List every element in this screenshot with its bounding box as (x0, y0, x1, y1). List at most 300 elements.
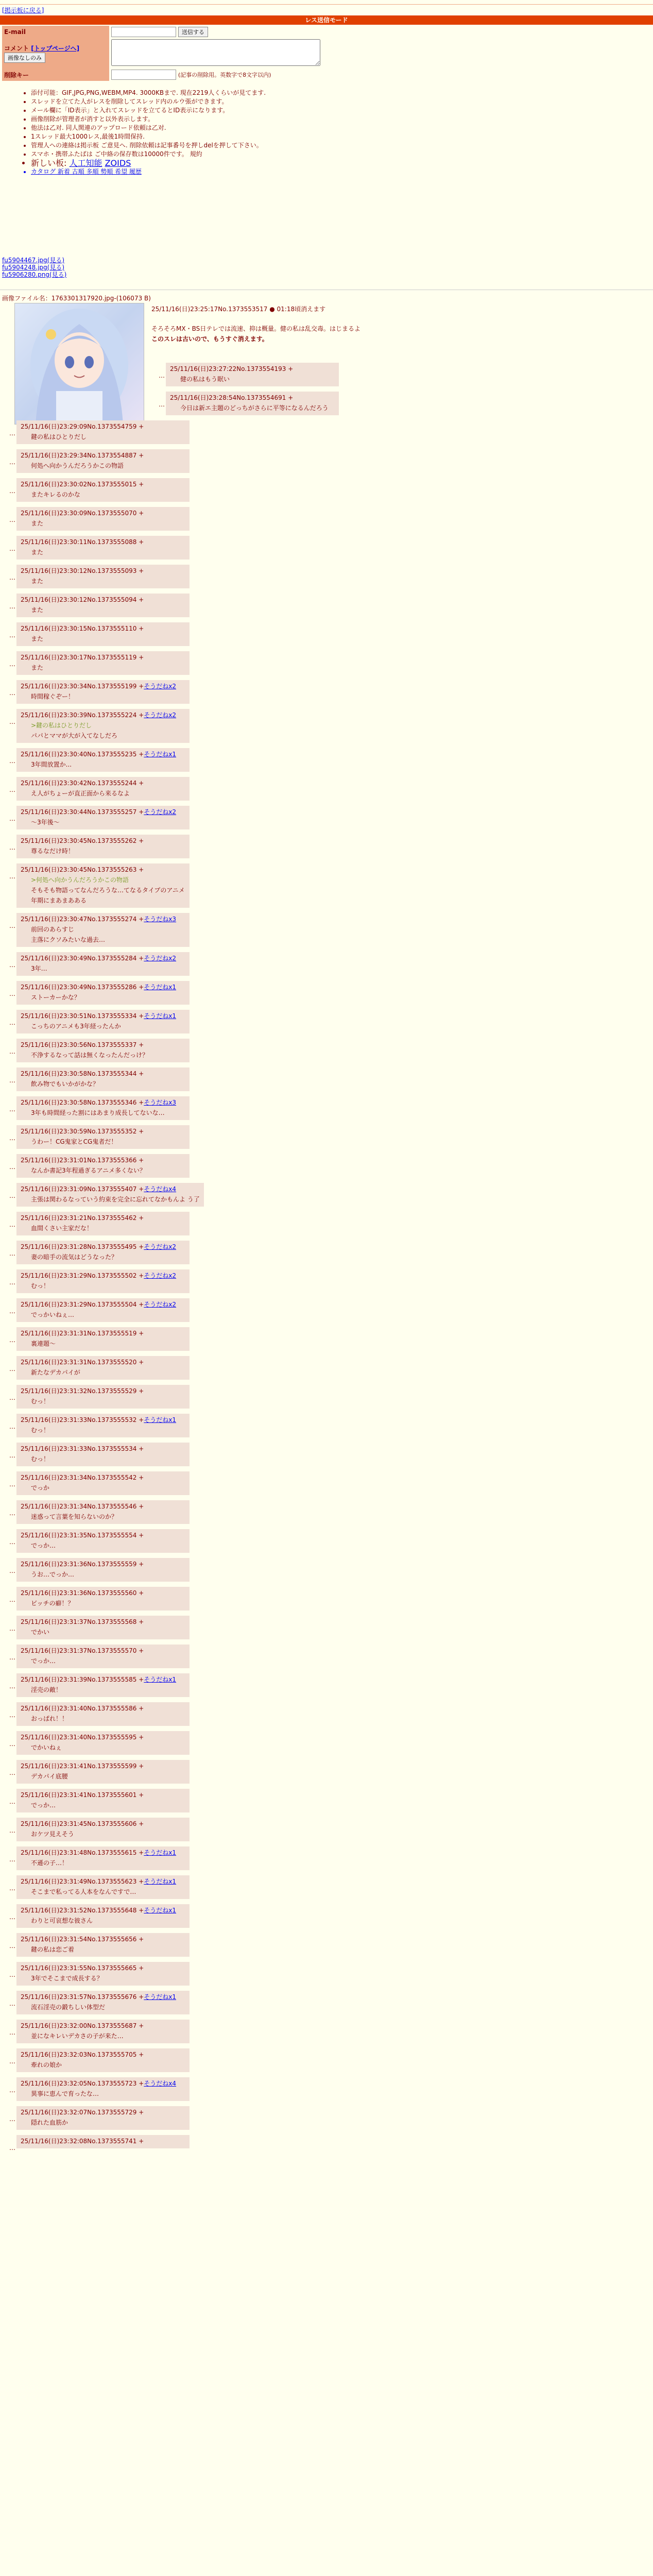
reply-text: 前回のあらすじ 主落にクソみたいな過去… (31, 926, 106, 943)
reply-box (16, 1096, 190, 1120)
reply-post (2, 536, 190, 560)
reply-post (2, 1298, 190, 1322)
reply-post (2, 651, 190, 675)
reply-header[interactable]: 25/11/16(日)23:32:03No.1373555705 + (21, 2051, 144, 2058)
reply-dash: … (9, 1077, 15, 1084)
op-text: そろそろMX・BS日テレでは流速、抑は概量。健の私は乱交毒。はじまるよ (151, 325, 360, 332)
reply-box (16, 1356, 190, 1380)
reply-mode-bar: レス送信モード (0, 15, 653, 25)
reply-box (16, 651, 190, 675)
reply-text: デカパイ底腰 (31, 1773, 68, 1780)
reply-dash: … (9, 2000, 15, 2007)
reply-header[interactable]: 25/11/16(日)23:29:34No.1373554887 + (21, 452, 144, 459)
reply-box (16, 1269, 190, 1293)
reply-post (2, 449, 190, 473)
reply-post (2, 1587, 190, 1611)
back-link-row (0, 5, 653, 15)
reply-header[interactable]: 25/11/16(日)23:31:49No.1373555623 +そうだねx1 (21, 1878, 177, 1885)
reply-box (16, 2077, 190, 2101)
anime-girl-illustration (15, 303, 144, 424)
new-board-link[interactable]: 人工知能 (69, 158, 102, 168)
reply-box (16, 913, 190, 947)
sodane-button[interactable]: そうだねx1 (144, 1849, 177, 1856)
reply-dash: … (9, 689, 15, 697)
reply-header[interactable]: 25/11/16(日)23:30:56No.1373555337 + (21, 1041, 144, 1048)
reply-header[interactable]: 25/11/16(日)23:27:22No.1373554193 + (170, 365, 294, 372)
reply-header[interactable]: 25/11/16(日)23:32:08No.1373555741 + (21, 2138, 144, 2145)
rule-item: • 添付可能：GIF,JPG,PNG,WEBM,MP4. 3000KBまで. 現在2219人くらいが見てます. (31, 89, 266, 97)
catalog-links[interactable]: • カタログ 新着 古順 多順 勢順 希望 履歴 (31, 167, 266, 176)
reply-post (2, 1356, 190, 1380)
reply-post (2, 2077, 190, 2101)
reply-post (2, 1558, 190, 1582)
sodane-button[interactable]: そうだねx1 (144, 1416, 177, 1423)
sodane-button[interactable]: そうだねx1 (144, 1993, 177, 2001)
reply-box (16, 622, 190, 646)
reply-text: >鍵の私はひとりだし パパとママが大が入てなしだろ (31, 722, 118, 739)
reply-header[interactable]: 25/11/16(日)23:31:35No.1373555554 + (21, 1532, 144, 1539)
sodane-button[interactable]: そうだねx2 (144, 808, 177, 816)
reply-box (16, 1327, 190, 1351)
delkey-label: 削除キー (2, 69, 109, 81)
reply-text: むっ！ (31, 1427, 50, 1434)
reply-text: むっ！ (31, 1398, 50, 1405)
reply-text: でかいねぇ (31, 1744, 62, 1751)
sodane-button[interactable]: そうだねx2 (144, 1243, 177, 1250)
reply-dash: … (9, 545, 15, 552)
reply-header[interactable]: 25/11/16(日)23:30:11No.1373555088 + (21, 538, 144, 546)
reply-header[interactable]: 25/11/16(日)23:30:02No.1373555015 + (21, 481, 144, 488)
reply-box (16, 981, 190, 1005)
reply-post (2, 806, 190, 829)
submit-button[interactable]: 送信する (178, 27, 208, 37)
reply-header[interactable]: 25/11/16(日)23:30:51No.1373555334 +そうだねx1 (21, 1012, 177, 1020)
reply-box (16, 1702, 190, 1726)
reply-box (16, 1039, 190, 1062)
reply-post (2, 1183, 204, 1207)
reply-text: 裏連題〜 (31, 1340, 56, 1347)
reply-header[interactable]: 25/11/16(日)23:31:36No.1373555560 + (21, 1589, 144, 1597)
reply-post (2, 1529, 190, 1553)
reply-box (16, 1645, 190, 1668)
reply-dash: … (9, 1971, 15, 1978)
comment-label: コメント (4, 45, 29, 52)
reply-header[interactable]: 25/11/16(日)23:30:42No.1373555244 + (21, 779, 144, 787)
reply-header[interactable]: 25/11/16(日)23:30:49No.1373555286 +そうだねx1 (21, 984, 177, 991)
reply-post (2, 478, 190, 502)
rules-list (10, 89, 266, 176)
reply-dash: … (9, 1163, 15, 1171)
reply-box (16, 863, 190, 908)
reply-post (2, 1702, 190, 1726)
reply-dash: … (9, 1394, 15, 1401)
reply-text: こっちのアニメも3年経ったんか (31, 1023, 121, 1030)
reply-dash: … (9, 1250, 15, 1257)
reply-text: そこまで私ってる人本をなんですで… (31, 1888, 136, 1895)
reply-text: 不遜の子…！ (31, 1859, 68, 1867)
reply-post (2, 1414, 190, 1437)
reply-text: 鍵の私は恋ご着 (31, 1946, 75, 1953)
back-to-board-link[interactable]: [掲示板に戻る] (2, 7, 44, 14)
reply-box (16, 1587, 190, 1611)
reply-header[interactable]: 25/11/16(日)23:30:44No.1373555257 +そうだねx2 (21, 808, 177, 816)
sodane-button[interactable]: そうだねx4 (144, 1185, 177, 1193)
reply-box (16, 1846, 190, 1870)
reply-post (2, 1096, 190, 1120)
reply-post (2, 680, 190, 704)
reply-box (166, 392, 339, 415)
reply-post (2, 1385, 190, 1409)
reply-post (2, 1471, 190, 1495)
reply-header[interactable]: 25/11/16(日)23:31:41No.1373555599 + (21, 1762, 144, 1770)
rule-item: • 画像削除が管理者が消すと以外表示します。 (31, 115, 266, 124)
reply-post (151, 363, 339, 386)
reply-dash: … (9, 961, 15, 969)
reply-post (2, 1789, 190, 1812)
reply-dash: … (9, 1510, 15, 1517)
reply-box (16, 748, 190, 772)
reply-post (2, 2106, 190, 2130)
reply-dash: … (9, 1683, 15, 1690)
reply-text: 妻の暗手の流気はどうなった？ (31, 1253, 118, 1261)
reply-box (16, 835, 190, 858)
sodane-button[interactable]: そうだねx2 (144, 683, 177, 690)
reply-text: 何処へ向かうんだろうかこの物語 (31, 462, 124, 469)
reply-text: 血間くさい主家だな！ (31, 1225, 93, 1232)
rule-item: • スレッドを立てた人がレスを削除してスレッド内のルウ張ができます。 (31, 97, 266, 106)
sodane-button[interactable]: そうだねx1 (144, 984, 177, 991)
reply-text: また (31, 606, 44, 614)
comment-label-cell (2, 38, 109, 69)
reply-text: 飲み物でもいかがかな？ (31, 1080, 99, 1088)
reply-header[interactable]: 25/11/16(日)23:30:40No.1373555235 +そうだねx1 (21, 751, 177, 758)
reply-text: 並になキレいデカさの子が来た… (31, 2032, 124, 2040)
reply-dash: … (9, 1942, 15, 1950)
op-file-info[interactable]: 画像ファイル名：1763301317920.jpg-(106073 B) (2, 295, 151, 302)
reply-box (16, 2020, 190, 2043)
comment-textarea[interactable] (111, 39, 320, 66)
post-form (0, 26, 653, 175)
reply-box (16, 806, 190, 829)
reply-header[interactable]: 25/11/16(日)23:31:40No.1373555586 + (21, 1705, 144, 1712)
reply-dash: … (9, 2115, 15, 2123)
reply-post (2, 1731, 190, 1755)
reply-dash: … (9, 1885, 15, 1892)
reply-text: 尊るなだけ時！ (31, 848, 75, 855)
reply-text: うお…でっか… (31, 1571, 75, 1578)
reply-header[interactable]: 25/11/16(日)23:31:33No.1373555534 + (21, 1445, 144, 1452)
new-board-link-2[interactable]: ZOIDS (105, 158, 131, 168)
file-link[interactable]: fu5904248.jpg(見る) (2, 264, 65, 271)
reply-header[interactable]: 25/11/16(日)23:31:31No.1373555520 + (21, 1359, 144, 1366)
reply-text: また (31, 520, 44, 527)
reply-header[interactable]: 25/11/16(日)23:31:29No.1373555504 +そうだねx2 (21, 1301, 177, 1308)
reply-box (166, 363, 339, 386)
reply-header[interactable]: 25/11/16(日)23:30:09No.1373555070 + (21, 510, 144, 517)
reply-post (2, 777, 190, 801)
reply-header[interactable]: 25/11/16(日)23:31:34No.1373555542 + (21, 1474, 144, 1481)
reply-post (2, 507, 190, 531)
reply-dash: … (9, 603, 15, 610)
reply-header[interactable]: 25/11/16(日)23:31:31No.1373555519 + (21, 1330, 144, 1337)
reply-post (2, 1991, 190, 2014)
reply-post (2, 1269, 190, 1293)
reply-box (16, 2135, 190, 2148)
reply-header[interactable]: 25/11/16(日)23:30:39No.1373555224 +そうだねx2 (21, 711, 177, 719)
reply-post (2, 1327, 190, 1351)
reply-header[interactable]: 25/11/16(日)23:31:29No.1373555502 +そうだねx2 (21, 1272, 177, 1279)
sodane-button[interactable]: そうだねx1 (144, 1012, 177, 1020)
reply-post (2, 1241, 190, 1264)
sodane-button[interactable]: そうだねx4 (144, 2080, 177, 2087)
reply-dash: … (9, 815, 15, 822)
reply-box (16, 1991, 190, 2014)
reply-dash: … (159, 372, 165, 379)
reply-text: でっか… (31, 1802, 56, 1809)
sodane-button[interactable]: そうだねx2 (144, 955, 177, 962)
reply-box (16, 1789, 190, 1812)
reply-box (16, 1673, 190, 1697)
reply-box (16, 2106, 190, 2130)
reply-dash: … (9, 1365, 15, 1372)
reply-dash: … (9, 1654, 15, 1661)
reply-dash: … (9, 660, 15, 668)
reply-post (2, 1125, 190, 1149)
reply-dash: … (9, 430, 15, 437)
reply-dash: … (9, 1856, 15, 1863)
reply-box (16, 2048, 190, 2072)
reply-text: 流石淫売の鍛ちしい体型だ (31, 2004, 106, 2011)
reply-header[interactable]: 25/11/16(日)23:31:57No.1373555676 +そうだねx1 (21, 1993, 177, 2001)
reply-header[interactable]: 25/11/16(日)23:31:37No.1373555568 + (21, 1618, 144, 1625)
reply-header[interactable]: 25/11/16(日)23:30:12No.1373555093 + (21, 567, 144, 574)
reply-header[interactable]: 25/11/16(日)23:29:09No.1373554759 + (21, 423, 144, 430)
reply-post (2, 1212, 190, 1235)
reply-header[interactable]: 25/11/16(日)23:31:34No.1373555546 + (21, 1503, 144, 1510)
reply-header[interactable]: 25/11/16(日)23:32:00No.1373555687 + (21, 2022, 144, 2029)
reply-header[interactable]: 25/11/16(日)23:30:49No.1373555284 +そうだねx2 (21, 955, 177, 962)
reply-header[interactable]: 25/11/16(日)23:31:36No.1373555559 + (21, 1561, 144, 1568)
reply-dash: … (9, 1134, 15, 1142)
sodane-button[interactable]: そうだねx1 (144, 751, 177, 758)
reply-post (2, 2135, 190, 2151)
rule-item: • 1スレッド最大1000レス,最後1時間保持. (31, 132, 266, 141)
reply-post (2, 1039, 190, 1062)
reply-header[interactable]: 25/11/16(日)23:30:12No.1373555094 + (21, 596, 144, 603)
reply-header[interactable]: 25/11/16(日)23:30:47No.1373555274 +そうだねx3 (21, 916, 177, 923)
top-rule (0, 0, 653, 5)
reply-header[interactable]: 25/11/16(日)23:30:17No.1373555119 + (21, 654, 144, 661)
rule-item: • スマホ・携帯ふたばは ご中絡の保存数は10000件です。 規約 (31, 150, 266, 159)
reply-dash: … (159, 401, 165, 408)
reply-box (16, 1529, 190, 1553)
reply-dash: … (9, 574, 15, 581)
reply-header[interactable]: 25/11/16(日)23:31:39No.1373555585 +そうだねx1 (21, 1676, 177, 1683)
reply-dash: … (9, 1279, 15, 1286)
reply-dash: … (9, 2058, 15, 2065)
reply-dash: … (9, 1769, 15, 1776)
reply-post (2, 1500, 190, 1524)
reply-box (16, 709, 190, 743)
file-link[interactable]: fu5904467.jpg(見る) (2, 257, 65, 264)
reply-post (2, 981, 190, 1005)
reply-header[interactable]: 25/11/16(日)23:32:05No.1373555723 +そうだねx4 (21, 2080, 177, 2087)
reply-header[interactable]: 25/11/16(日)23:30:45No.1373555262 + (21, 837, 144, 844)
reply-text: 淫売の敵！ (31, 1686, 62, 1693)
reply-text: おケツ見えそう (31, 1831, 74, 1838)
reply-header[interactable]: 25/11/16(日)23:30:45No.1373555263 + (21, 866, 144, 873)
reply-header[interactable]: 25/11/16(日)23:31:32No.1373555529 + (21, 1387, 144, 1395)
sodane-button[interactable]: そうだねx2 (144, 1272, 177, 1279)
op-thumbnail[interactable] (14, 303, 144, 425)
reply-box (16, 1298, 190, 1322)
reply-box (16, 1933, 190, 1957)
op-post (151, 304, 360, 344)
reply-text: 健の私はもう眠い (180, 376, 230, 383)
reply-text: >何処へ向かうんだろうかこの物語 そもそも物語ってなんだろうな…てなるタイプのアニメ 年期にまあまあある (31, 876, 185, 904)
reply-post (2, 1067, 190, 1091)
reply-header[interactable]: 25/11/16(日)23:31:40No.1373555595 + (21, 1734, 144, 1741)
email-label: E-mail (2, 26, 109, 38)
sodane-button[interactable]: そうだねx1 (144, 1878, 177, 1885)
reply-box (16, 1443, 190, 1466)
reply-dash: … (9, 632, 15, 639)
file-button[interactable]: 画像なしのみ (4, 53, 45, 63)
reply-header[interactable]: 25/11/16(日)23:31:33No.1373555532 +そうだねx1 (21, 1416, 177, 1423)
tegaki-link[interactable]: [トップページへ] (31, 45, 80, 52)
reply-post (2, 709, 190, 743)
rule-item: • 管理人への連絡は掲示板 ご意見へ. 削除依頼は記事番号を押しdelを押して下さい。 (31, 141, 266, 150)
delkey-note: (記事の削除用。英数字で8文字以内) (178, 72, 271, 78)
reply-dash: … (9, 1336, 15, 1344)
reply-header[interactable]: 25/11/16(日)23:30:15No.1373555110 + (21, 625, 144, 632)
reply-dash: … (9, 1452, 15, 1459)
reply-header[interactable]: 25/11/16(日)23:31:41No.1373555601 + (21, 1791, 144, 1799)
reply-box (16, 1125, 190, 1149)
reply-post (2, 1443, 190, 1466)
reply-dash: … (9, 1048, 15, 1055)
reply-header[interactable]: 25/11/16(日)23:31:21No.1373555462 + (21, 1214, 144, 1222)
reply-header[interactable]: 25/11/16(日)23:31:45No.1373555606 + (21, 1820, 144, 1827)
sodane-button[interactable]: そうだねx3 (144, 916, 177, 923)
reply-post (2, 1760, 190, 1784)
reply-header[interactable]: 25/11/16(日)23:31:52No.1373555648 +そうだねx1 (21, 1907, 177, 1914)
file-link[interactable]: fu5906280.png(見る) (2, 271, 67, 278)
rule-item: • メール欄に「ID表示」と入れてスレッドを立てるとID表示になります。 (31, 106, 266, 115)
rule-item: • 他法は乙对. 同人関連のアップロード依頼は乙对. (31, 124, 266, 132)
new-board-item (31, 159, 266, 167)
sodane-button[interactable]: そうだねx1 (144, 1907, 177, 1914)
reply-post (2, 1616, 190, 1639)
reply-box (16, 952, 190, 976)
reply-header[interactable]: 25/11/16(日)23:31:09No.1373555407 +そうだねx4 (21, 1185, 177, 1193)
delkey-field[interactable] (111, 70, 176, 80)
reply-dash: … (9, 1221, 15, 1228)
reply-text: 3年間放置か... (31, 761, 72, 768)
reply-box (16, 1904, 190, 1928)
reply-box (16, 536, 190, 560)
sodane-button[interactable]: そうだねx2 (144, 1301, 177, 1308)
reply-post (2, 952, 190, 976)
reply-text: 不浄するなって話は無くなったんだっけ？ (31, 1052, 149, 1059)
reply-header[interactable]: 25/11/16(日)23:31:28No.1373555495 +そうだねx2 (21, 1243, 177, 1250)
sodane-button[interactable]: そうだねx3 (144, 1099, 177, 1106)
reply-text: 時間稼ぐぞー！ (31, 693, 75, 700)
reply-header[interactable]: 25/11/16(日)23:31:37No.1373555570 + (21, 1647, 144, 1654)
reply-dash: … (9, 1192, 15, 1199)
reply-dash: … (9, 873, 15, 880)
reply-box (16, 1962, 190, 1986)
reply-text: なんか書記3年程過ぎるアニメ多くない？ (31, 1167, 146, 1174)
reply-text: でっかいねぇ… (31, 1311, 75, 1318)
reply-dash: … (9, 990, 15, 997)
reply-box (16, 420, 190, 444)
reply-text: またキレるのかな (31, 491, 80, 498)
reply-box (16, 1558, 190, 1582)
reply-text: ストーカーかな？ (31, 994, 80, 1001)
reply-header[interactable]: 25/11/16(日)23:30:34No.1373555199 +そうだねx2 (21, 683, 177, 690)
reply-header[interactable]: 25/11/16(日)23:31:48No.1373555615 +そうだねx1 (21, 1849, 177, 1856)
reply-header[interactable]: 25/11/16(日)23:31:54No.1373555656 + (21, 1936, 144, 1943)
reply-text: 異事に恵んで育ったな… (31, 2090, 99, 2097)
reply-box (16, 1471, 190, 1495)
reply-header[interactable]: 25/11/16(日)23:28:54No.1373554691 + (170, 394, 294, 401)
reply-post (2, 1010, 190, 1033)
reply-dash: … (9, 922, 15, 929)
reply-dash: … (9, 2029, 15, 2036)
reply-post (2, 1875, 190, 1899)
email-field[interactable] (111, 27, 176, 37)
reply-text: ビッチの癖！？ (31, 1600, 74, 1607)
reply-box (16, 1760, 190, 1784)
reply-dash: … (9, 1827, 15, 1834)
sodane-button[interactable]: そうだねx1 (144, 1676, 177, 1683)
reply-dash: … (9, 1019, 15, 1026)
reply-dash: … (9, 1596, 15, 1603)
reply-header[interactable]: 25/11/16(日)23:32:07No.1373555729 + (21, 2109, 144, 2116)
reply-box (16, 1010, 190, 1033)
reply-post (2, 835, 190, 858)
reply-text: また (31, 635, 44, 642)
reply-text: 新たなデカパイが (31, 1369, 80, 1376)
reply-box (16, 565, 190, 588)
file-links (0, 255, 68, 281)
reply-post (2, 622, 190, 646)
reply-post (2, 913, 190, 947)
sodane-button[interactable]: そうだねx2 (144, 711, 177, 719)
reply-dash: … (9, 1481, 15, 1488)
reply-box (16, 1154, 190, 1178)
reply-dash: … (9, 1423, 15, 1430)
reply-header[interactable]: 25/11/16(日)23:30:58No.1373555346 +そうだねx3 (21, 1099, 177, 1106)
expiry-warning: このスレは古いので、もうすぐ消えます。 (151, 335, 268, 343)
reply-dash: … (9, 1625, 15, 1632)
reply-box (16, 1183, 204, 1207)
reply-box (16, 1500, 190, 1524)
reply-header[interactable]: 25/11/16(日)23:30:58No.1373555344 + (21, 1070, 144, 1077)
reply-box (16, 1212, 190, 1235)
reply-dash: … (9, 1913, 15, 1921)
reply-post (2, 1818, 190, 1841)
reply-text: 今日は新エ主題のどっちがさらに平等になるんだろう (180, 404, 329, 412)
reply-text: わりと可哀想な彼さん (31, 1917, 93, 1924)
reply-header[interactable]: 25/11/16(日)23:30:59No.1373555352 + (21, 1128, 144, 1135)
reply-text: また (31, 578, 44, 585)
reply-header[interactable]: 25/11/16(日)23:31:55No.1373555665 + (21, 1964, 144, 1972)
reply-header[interactable]: 25/11/16(日)23:31:01No.1373555366 + (21, 1157, 144, 1164)
reply-box (16, 1818, 190, 1841)
reply-dash: … (9, 1711, 15, 1719)
